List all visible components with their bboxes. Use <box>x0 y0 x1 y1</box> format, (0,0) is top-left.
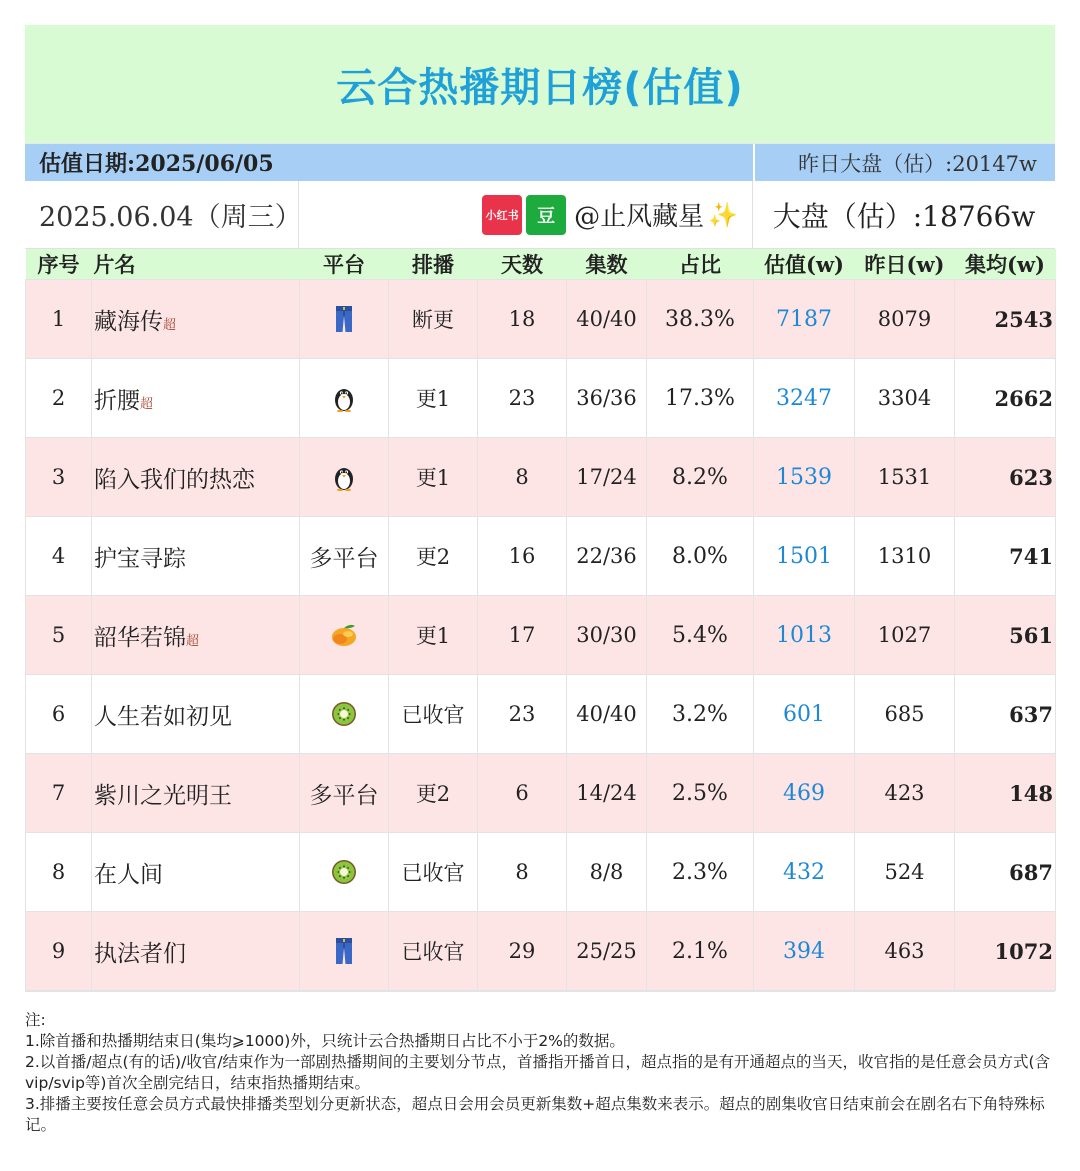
avg-cell: 148 <box>955 754 1056 833</box>
super-tag: 超 <box>163 317 177 333</box>
schedule-cell: 已收官 <box>389 675 478 754</box>
table-row <box>26 675 1056 754</box>
title-cell <box>92 754 300 833</box>
share-cell: 5.4% <box>647 596 754 675</box>
rank-cell: 4 <box>26 517 92 596</box>
yesterday-market: 昨日大盘（估）:20147w <box>753 144 1055 181</box>
share-cell: 17.3% <box>647 359 754 438</box>
col-rank: 序号 <box>26 249 92 280</box>
col-share: 占比 <box>647 249 754 280</box>
estimate-cell: 1013 <box>754 596 855 675</box>
table-row <box>26 359 1056 438</box>
avg-cell: 637 <box>955 675 1056 754</box>
table-row <box>26 517 1056 596</box>
table-row <box>26 912 1056 991</box>
share-cell: 38.3% <box>647 280 754 359</box>
schedule-cell: 更2 <box>389 517 478 596</box>
episodes-cell: 25/25 <box>567 912 647 991</box>
title-cell <box>92 596 300 675</box>
super-tag: 超 <box>186 633 200 649</box>
episodes-cell: 36/36 <box>567 359 647 438</box>
rank-cell: 3 <box>26 438 92 517</box>
platform-cell <box>300 833 389 912</box>
schedule-cell: 更1 <box>389 596 478 675</box>
avg-cell: 561 <box>955 596 1056 675</box>
col-avg: 集均(w) <box>955 249 1056 280</box>
title-text: 韶华若锦 <box>94 624 186 651</box>
estimate-cell: 3247 <box>754 359 855 438</box>
table-row <box>26 438 1056 517</box>
page-title: 云合热播期日榜(估值) <box>336 64 744 111</box>
yesterday-cell: 423 <box>855 754 955 833</box>
rank-cell: 8 <box>26 833 92 912</box>
mango-icon <box>330 622 358 646</box>
platform-cell <box>300 280 389 359</box>
rank-cell: 1 <box>26 280 92 359</box>
sparkle-icon: ✨ <box>708 200 738 229</box>
notes-heading: 注: <box>25 1011 46 1029</box>
schedule-cell: 更1 <box>389 438 478 517</box>
rank-cell: 2 <box>26 359 92 438</box>
title-cell <box>92 438 300 517</box>
col-days: 天数 <box>478 249 567 280</box>
kiwi-icon <box>330 701 358 725</box>
col-name: 片名 <box>92 249 300 280</box>
penguin-icon <box>332 464 356 488</box>
share-cell: 2.5% <box>647 754 754 833</box>
episodes-cell: 8/8 <box>567 833 647 912</box>
yesterday-cell: 1027 <box>855 596 955 675</box>
col-yesterday: 昨日(w) <box>855 249 955 280</box>
table-body <box>26 280 1056 991</box>
share-cell: 8.2% <box>647 438 754 517</box>
days-cell: 8 <box>478 833 567 912</box>
col-episodes: 集数 <box>567 249 647 280</box>
title-text: 折腰 <box>94 387 140 414</box>
ranking-sheet <box>25 25 1055 1136</box>
avg-cell: 623 <box>955 438 1056 517</box>
estimate-cell: 601 <box>754 675 855 754</box>
avg-cell: 1072 <box>955 912 1056 991</box>
title-cell <box>92 359 300 438</box>
title-bar <box>25 25 1055 143</box>
estimate-cell: 469 <box>754 754 855 833</box>
table-row <box>26 833 1056 912</box>
days-cell: 23 <box>478 675 567 754</box>
title-cell <box>92 675 300 754</box>
title-text: 护宝寻踪 <box>94 545 186 572</box>
yesterday-cell: 1310 <box>855 517 955 596</box>
days-cell: 17 <box>478 596 567 675</box>
jeans-icon <box>334 938 354 962</box>
platform-cell <box>300 438 389 517</box>
table-row <box>26 280 1056 359</box>
title-text: 藏海传 <box>94 308 163 335</box>
info-bar <box>25 181 1055 249</box>
schedule-cell: 断更 <box>389 280 478 359</box>
super-tag: 超 <box>140 396 154 412</box>
estimate-cell: 1501 <box>754 517 855 596</box>
episodes-cell: 30/30 <box>567 596 647 675</box>
title-text: 人生若如初见 <box>94 703 232 730</box>
episodes-cell: 17/24 <box>567 438 647 517</box>
schedule-cell: 更2 <box>389 754 478 833</box>
days-cell: 29 <box>478 912 567 991</box>
col-platform: 平台 <box>300 249 389 280</box>
date-bar <box>25 143 1055 181</box>
avg-cell: 741 <box>955 517 1056 596</box>
rank-cell: 9 <box>26 912 92 991</box>
avg-cell: 2662 <box>955 359 1056 438</box>
title-cell <box>92 280 300 359</box>
estimate-cell: 7187 <box>754 280 855 359</box>
yesterday-cell: 524 <box>855 833 955 912</box>
jeans-icon <box>334 306 354 330</box>
douban-logo-icon: 豆 <box>526 195 566 235</box>
rank-cell: 6 <box>26 675 92 754</box>
platform-cell <box>300 596 389 675</box>
days-cell: 6 <box>478 754 567 833</box>
author-credit <box>299 181 753 248</box>
xiaohongshu-logo-icon: 小红书 <box>482 195 522 235</box>
episodes-cell: 14/24 <box>567 754 647 833</box>
note-line: 3.排播主要按任意会员方式最快排播类型划分更新状态，超点日会用会员更新集数+超点集数来表示。超点的剧集收官日结束前会在剧名右下角特殊标记。 <box>25 1095 1045 1134</box>
broadcast-date: 2025.06.04（周三） <box>25 181 299 248</box>
kiwi-icon <box>330 859 358 883</box>
avg-cell: 687 <box>955 833 1056 912</box>
title-cell <box>92 517 300 596</box>
yesterday-cell: 1531 <box>855 438 955 517</box>
title-text: 执法者们 <box>94 940 186 967</box>
author-handle: @止风藏星 <box>574 202 705 232</box>
rank-cell: 5 <box>26 596 92 675</box>
yesterday-cell: 685 <box>855 675 955 754</box>
table-header <box>26 249 1056 280</box>
col-estimate: 估值(w) <box>754 249 855 280</box>
table-row <box>26 596 1056 675</box>
ranking-table <box>25 249 1056 991</box>
episodes-cell: 22/36 <box>567 517 647 596</box>
share-cell: 2.1% <box>647 912 754 991</box>
days-cell: 18 <box>478 280 567 359</box>
table-row <box>26 754 1056 833</box>
estimate-cell: 1539 <box>754 438 855 517</box>
col-schedule: 排播 <box>389 249 478 280</box>
title-text: 陷入我们的热恋 <box>94 466 255 493</box>
estimate-cell: 394 <box>754 912 855 991</box>
share-cell: 3.2% <box>647 675 754 754</box>
platform-cell <box>300 359 389 438</box>
note-line: 2.以首播/超点(有的话)/收官/结束作为一部剧热播期间的主要划分节点，首播指开播首日，超点指的是有开通超点的当天，收官指的是任意会员方式(含vip/svip等)首次全剧完结日，结束指热播期结束。 <box>25 1053 1051 1092</box>
notes <box>25 991 1055 1136</box>
avg-cell: 2543 <box>955 280 1056 359</box>
schedule-cell: 已收官 <box>389 833 478 912</box>
share-cell: 2.3% <box>647 833 754 912</box>
title-text: 在人间 <box>94 861 163 888</box>
yesterday-cell: 3304 <box>855 359 955 438</box>
schedule-cell: 已收官 <box>389 912 478 991</box>
title-text: 紫川之光明王 <box>94 782 232 809</box>
title-cell <box>92 912 300 991</box>
platform-cell: 多平台 <box>300 517 389 596</box>
episodes-cell: 40/40 <box>567 675 647 754</box>
note-line: 1.除首播和热播期结束日(集均⩾1000)外，只统计云合热播期日占比不小于2%的数据。 <box>25 1032 625 1050</box>
market-total: 大盘（估）:18766w <box>772 199 1036 233</box>
days-cell: 23 <box>478 359 567 438</box>
valuation-date: 估值日期:2025/06/05 <box>25 144 753 181</box>
estimate-cell: 432 <box>754 833 855 912</box>
schedule-cell: 更1 <box>389 359 478 438</box>
yesterday-cell: 463 <box>855 912 955 991</box>
platform-cell <box>300 675 389 754</box>
platform-cell: 多平台 <box>300 754 389 833</box>
title-cell <box>92 833 300 912</box>
episodes-cell: 40/40 <box>567 280 647 359</box>
rank-cell: 7 <box>26 754 92 833</box>
days-cell: 8 <box>478 438 567 517</box>
days-cell: 16 <box>478 517 567 596</box>
platform-cell <box>300 912 389 991</box>
penguin-icon <box>332 385 356 409</box>
yesterday-cell: 8079 <box>855 280 955 359</box>
share-cell: 8.0% <box>647 517 754 596</box>
